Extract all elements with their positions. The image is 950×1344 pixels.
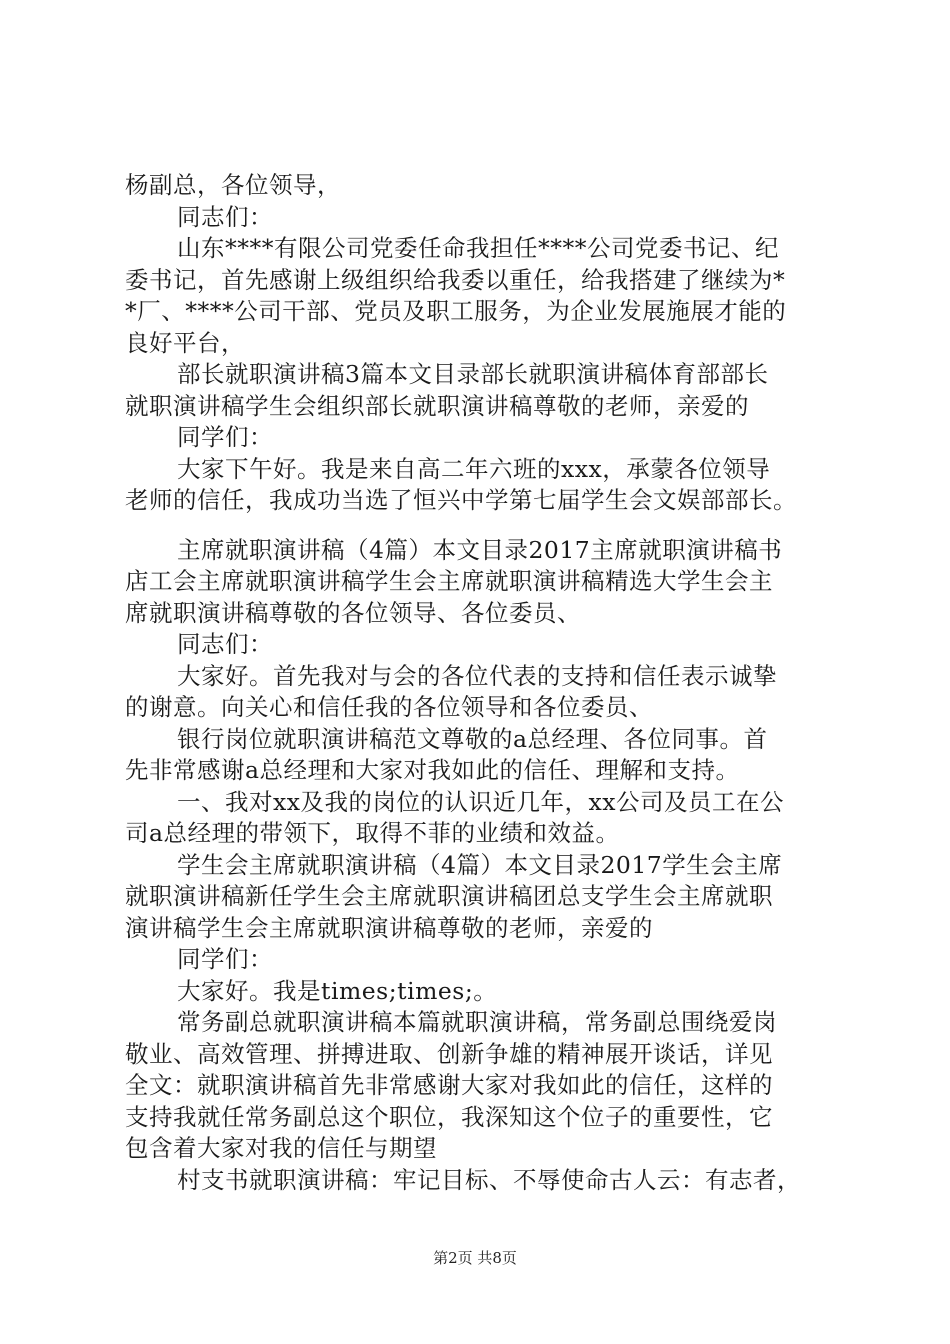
paragraph-line: 部长就职演讲稿3篇本文目录部长就职演讲稿体育部部长: [177, 360, 769, 388]
paragraph-line: 同学们：: [177, 945, 273, 973]
paragraph-line: 支持我就任常务副总这个职位，我深知这个位子的重要性，它: [125, 1103, 773, 1131]
paragraph-line: 大家好。我是times;times;。: [177, 977, 498, 1005]
paragraph-line: 席就职演讲稿尊敬的各位领导、各位委员、: [125, 599, 581, 627]
paragraph-line: 就职演讲稿学生会组织部长就职演讲稿尊敬的老师，亲爱的: [125, 392, 749, 420]
paragraph-line: 演讲稿学生会主席就职演讲稿尊敬的老师，亲爱的: [125, 914, 653, 942]
paragraph-line: 同志们：: [177, 630, 273, 658]
paragraph-line: 包含着大家对我的信任与期望: [125, 1134, 437, 1162]
paragraph-line: 学生会主席就职演讲稿（4篇）本文目录2017学生会主席: [177, 851, 783, 879]
paragraph-line: *厂、****公司干部、党员及职工服务，为企业发展施展才能的: [125, 297, 787, 325]
paragraph-line: 店工会主席就职演讲稿学生会主席就职演讲稿精选大学生会主: [125, 567, 773, 595]
paragraph-line: 同志们：: [177, 203, 273, 231]
paragraph-line: 主席就职演讲稿（4篇）本文目录2017主席就职演讲稿书: [177, 536, 783, 564]
paragraph-line: 大家好。首先我对与会的各位代表的支持和信任表示诚挚: [177, 662, 777, 690]
page-number: 第2页 共8页: [433, 1249, 517, 1267]
paragraph-line: 大家下午好。我是来自高二年六班的xxx，承蒙各位领导: [177, 455, 771, 483]
paragraph-line: 的谢意。向关心和信任我的各位领导和各位委员、: [125, 693, 653, 721]
paragraph-line: 敬业、高效管理、拼搏进取、创新争雄的精神展开谈话，详见: [125, 1040, 773, 1068]
paragraph-line: 山东****有限公司党委任命我担任****公司党委书记、纪: [177, 234, 779, 262]
paragraph-line: 司a总经理的带领下，取得不菲的业绩和效益。: [125, 819, 620, 847]
paragraph-line: 一、我对xx及我的岗位的认识近几年，xx公司及员工在公: [177, 788, 785, 816]
paragraph-line: 杨副总，各位领导，: [125, 171, 341, 199]
paragraph-line: 银行岗位就职演讲稿范文尊敬的a总经理、各位同事。首: [177, 725, 768, 753]
paragraph-line: 良好平台，: [125, 329, 245, 357]
paragraph-line: 委书记，首先感谢上级组织给我委以重任，给我搭建了继续为*: [125, 266, 786, 294]
paragraph-line: 常务副总就职演讲稿本篇就职演讲稿，常务副总围绕爱岗: [177, 1008, 777, 1036]
paragraph-line: 就职演讲稿新任学生会主席就职演讲稿团总支学生会主席就职: [125, 882, 773, 910]
paragraph-line: 先非常感谢a总经理和大家对我如此的信任、理解和支持。: [125, 756, 740, 784]
paragraph-line: 同学们：: [177, 423, 273, 451]
paragraph-line: 村支书就职演讲稿：牢记目标、不辱使命古人云：有志者，: [177, 1166, 801, 1194]
paragraph-line: 老师的信任，我成功当选了恒兴中学第七届学生会文娱部部长。: [125, 486, 797, 514]
paragraph-line: 全文：就职演讲稿首先非常感谢大家对我如此的信任，这样的: [125, 1071, 773, 1099]
